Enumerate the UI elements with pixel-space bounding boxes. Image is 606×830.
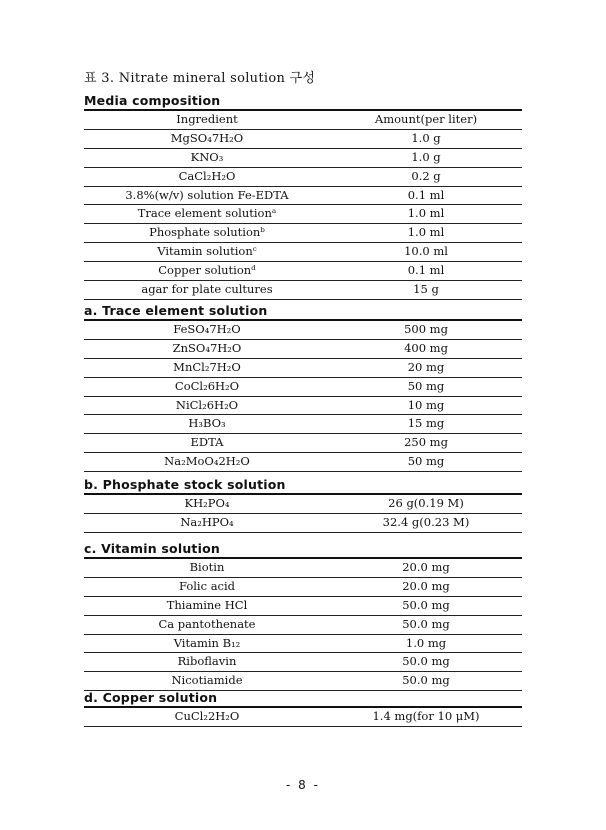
- ingredient-cell: 3.8%(w/v) solution Fe-EDTA: [125, 187, 289, 202]
- media-rows: [84, 130, 522, 300]
- table-row: [84, 281, 522, 300]
- table-caption: 표 3. Nitrate mineral solution 구성: [84, 71, 316, 86]
- table-row: [84, 187, 522, 206]
- amount-cell: 50.0 mg: [402, 597, 450, 612]
- amount-cell: 50 mg: [407, 454, 445, 469]
- ingredient-cell: Folic acid: [178, 578, 236, 593]
- amount-cell: 1.0 g: [411, 130, 441, 145]
- ingredient-cell: ZnSO₄7H₂O: [172, 340, 242, 355]
- amount-cell: 1.0 ml: [407, 206, 445, 221]
- amount-cell: 10 mg: [407, 397, 445, 412]
- amount-cell: 400 mg: [404, 340, 448, 355]
- ingredient-cell: Ca pantothenate: [158, 616, 256, 631]
- amount-cell: 500 mg: [404, 322, 448, 336]
- ingredient-cell: Copper solutionᵈ: [158, 263, 256, 278]
- ingredient-cell: Trace element solutionᵃ: [137, 206, 277, 221]
- ingredient-cell: Na₂MoO₄2H₂O: [164, 454, 250, 469]
- table-row: [84, 243, 522, 262]
- ingredient-cell: H₃BO₃: [188, 416, 226, 431]
- table-row: [84, 224, 522, 243]
- table-row: [84, 397, 522, 416]
- table-row: [84, 597, 522, 616]
- copper-section: [84, 690, 522, 727]
- table-header-row: [84, 111, 522, 130]
- phosphate-section: [84, 477, 522, 533]
- amount-cell: 20.0 mg: [402, 578, 450, 593]
- copper-rows: [84, 708, 522, 727]
- ingredient-cell: FeSO₄7H₂O: [173, 322, 241, 336]
- amount-cell: 50.0 mg: [402, 616, 450, 631]
- phosphate-rows: [84, 495, 522, 533]
- amount-cell: 50 mg: [407, 378, 445, 393]
- table-row: [84, 434, 522, 453]
- amount-cell: 0.1 ml: [407, 187, 445, 202]
- vitamin-title: c. Vitamin solution: [84, 541, 522, 559]
- table-row: [84, 378, 522, 397]
- amount-cell: 50.0 mg: [402, 654, 450, 669]
- table-row: [84, 514, 522, 533]
- ingredient-cell: KNO₃: [190, 149, 224, 164]
- table-row: [84, 168, 522, 187]
- table-row: [84, 130, 522, 149]
- table-row: [84, 415, 522, 434]
- table-row: [84, 616, 522, 635]
- amount-cell: 15 mg: [407, 416, 445, 431]
- amount-cell: 32.4 g(0.23 M): [382, 514, 470, 529]
- ingredient-cell: Vitamin B₁₂: [173, 635, 241, 650]
- amount-cell: 15 g: [413, 282, 439, 297]
- amount-cell: 0.2 g: [411, 168, 441, 183]
- copper-title: d. Copper solution: [84, 690, 522, 708]
- vitamin-section: [84, 541, 522, 691]
- table-row: [84, 359, 522, 378]
- amount-cell: 250 mg: [404, 435, 448, 450]
- ingredient-cell: Riboflavin: [177, 654, 237, 669]
- ingredient-cell: MgSO₄7H₂O: [170, 130, 244, 145]
- trace-element-title: a. Trace element solution: [84, 303, 522, 321]
- ingredient-cell: KH₂PO₄: [184, 496, 230, 510]
- table-row: [84, 708, 522, 727]
- amount-cell: 20.0 mg: [402, 560, 450, 574]
- trace-element-section: [84, 303, 522, 472]
- table-row: [84, 672, 522, 691]
- table-row: [84, 578, 522, 597]
- ingredient-cell: agar for plate cultures: [141, 282, 273, 297]
- table-row: [84, 340, 522, 359]
- phosphate-title: b. Phosphate stock solution: [84, 477, 522, 495]
- amount-cell: 20 mg: [407, 359, 445, 374]
- table-row: [84, 262, 522, 281]
- ingredient-cell: Nicotiamide: [171, 673, 243, 688]
- amount-cell: 1.4 mg(for 10 μM): [372, 709, 480, 723]
- ingredient-cell: CoCl₂6H₂O: [174, 378, 240, 393]
- ingredient-cell: CuCl₂2H₂O: [174, 709, 240, 723]
- table-row: [84, 321, 522, 340]
- ingredient-cell: Vitamin solutionᶜ: [157, 244, 257, 259]
- amount-cell: 1.0 ml: [407, 225, 445, 240]
- amount-header: Amount(per liter): [374, 112, 478, 126]
- amount-cell: 26 g(0.19 M): [388, 496, 464, 510]
- ingredient-cell: EDTA: [190, 435, 224, 450]
- ingredient-header: Ingredient: [176, 112, 238, 126]
- ingredient-cell: Phosphate solutionᵇ: [149, 225, 265, 240]
- table-row: [84, 653, 522, 672]
- media-composition-title: Media composition: [84, 93, 522, 111]
- ingredient-cell: Na₂HPO₄: [180, 514, 234, 529]
- table-row: [84, 559, 522, 578]
- amount-cell: 1.0 g: [411, 149, 441, 164]
- ingredient-cell: NiCl₂6H₂O: [175, 397, 239, 412]
- trace-element-rows: [84, 321, 522, 472]
- media-composition-section: [84, 93, 522, 300]
- table-row: [84, 149, 522, 168]
- ingredient-cell: Biotin: [189, 560, 225, 574]
- ingredient-cell: MnCl₂7H₂O: [173, 359, 241, 374]
- table-row: [84, 205, 522, 224]
- page-number: - 8 -: [286, 778, 320, 792]
- amount-cell: 10.0 ml: [404, 244, 448, 259]
- amount-cell: 50.0 mg: [402, 673, 450, 688]
- table-row: [84, 635, 522, 654]
- amount-cell: 0.1 ml: [407, 263, 445, 278]
- vitamin-rows: [84, 559, 522, 691]
- table-row: [84, 453, 522, 472]
- ingredient-cell: CaCl₂H₂O: [178, 168, 236, 183]
- ingredient-cell: Thiamine HCl: [166, 597, 248, 612]
- table-row: [84, 495, 522, 514]
- amount-cell: 1.0 mg: [405, 635, 447, 650]
